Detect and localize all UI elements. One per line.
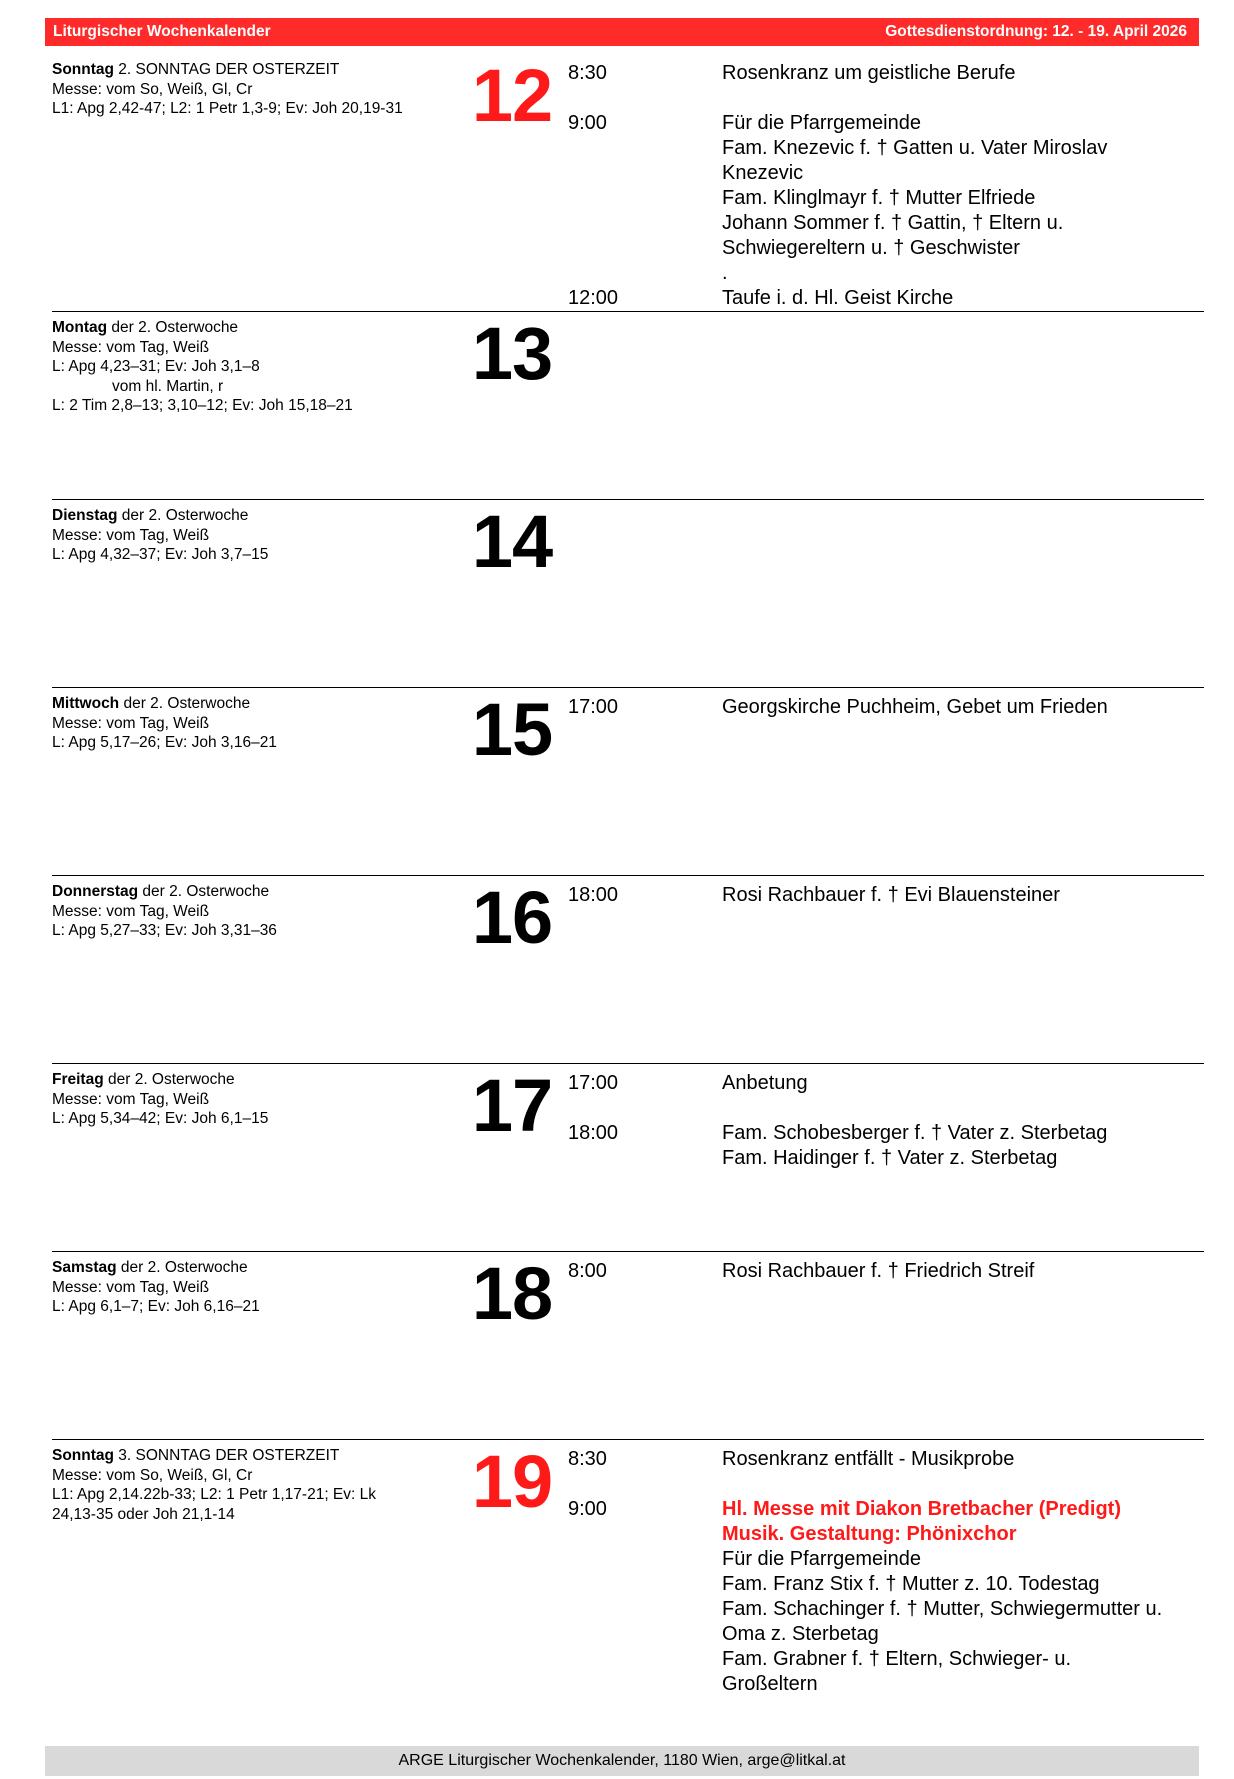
event (568, 1259, 1204, 1284)
event-time: 8:30 (568, 1448, 607, 1470)
memorial: vom hl. Martin, r (112, 377, 224, 395)
event-text: Anbetung (722, 1072, 808, 1094)
day-number: 12 (471, 54, 553, 137)
readings: L: Apg 5,34–42; Ev: Joh 6,1–15 (52, 1110, 269, 1127)
event-highlight: Musik. Gestaltung: Phönixchor (722, 1523, 1017, 1545)
liturgical-day: 3. SONNTAG DER OSTERZEIT (114, 1447, 340, 1464)
liturgical-day: der 2. Osterwoche (116, 1259, 248, 1276)
liturgical-day: der 2. Osterwoche (103, 1071, 235, 1088)
liturgical-day: der 2. Osterwoche (107, 319, 239, 336)
event-time: 18:00 (568, 1122, 619, 1144)
weekday: Dienstag (52, 507, 118, 524)
liturgy-info (52, 694, 452, 753)
event-list (568, 883, 1204, 908)
event-text: . (722, 262, 728, 284)
liturgical-day: der 2. Osterwoche (138, 883, 270, 900)
readings: L: Apg 5,17–26; Ev: Joh 3,16–21 (52, 734, 277, 751)
header-title: Liturgischer Wochenkalender (53, 23, 271, 40)
day-block-18 (52, 1251, 1204, 1439)
day-block-19 (52, 1439, 1204, 1699)
readings: L1: Apg 2,14.22b-33; L2: 1 Petr 1,17-21; Ev: Lk (52, 1486, 377, 1503)
event-list (568, 695, 1204, 720)
event-time: 17:00 (568, 696, 619, 718)
event-text: Fam. Grabner f. † Eltern, Schwieger- u. (722, 1648, 1072, 1670)
weekday: Freitag (52, 1071, 104, 1088)
event-text: Johann Sommer f. † Gattin, † Eltern u. (722, 212, 1064, 234)
day-block-16 (52, 875, 1204, 1063)
day-block-14 (52, 499, 1204, 687)
event-text: Taufe i. d. Hl. Geist Kirche (722, 287, 954, 309)
weekday: Sonntag (52, 61, 114, 78)
day-title (52, 1070, 452, 1090)
liturgy-info (52, 318, 452, 416)
liturgical-day: der 2. Osterwoche (119, 695, 251, 712)
mass-info: Messe: vom So, Weiß, Gl, Cr (52, 80, 253, 98)
day-number: 17 (471, 1064, 553, 1147)
day-number: 13 (471, 312, 553, 395)
header-date-range: Gottesdienstordnung: 12. - 19. April 2026 (885, 23, 1187, 40)
event-text: Für die Pfarrgemeinde (722, 112, 921, 134)
event (568, 1447, 1204, 1472)
event-text: Fam. Knezevic f. † Gatten u. Vater Miroslav (722, 137, 1108, 159)
event-text: Rosenkranz entfällt - Musikprobe (722, 1448, 1015, 1470)
event (568, 1497, 1204, 1697)
event-time: 12:00 (568, 287, 619, 309)
event (568, 286, 1204, 311)
event-time: 9:00 (568, 112, 607, 134)
day-number: 15 (471, 688, 553, 771)
event-time: 9:00 (568, 1498, 607, 1520)
event-text: Knezevic (722, 162, 804, 184)
readings: L: Apg 6,1–7; Ev: Joh 6,16–21 (52, 1298, 260, 1315)
readings-cont: 24,13-35 oder Joh 21,1-14 (52, 1505, 235, 1523)
day-title (52, 1258, 452, 1278)
day-block-17 (52, 1063, 1204, 1251)
event-list (568, 1447, 1204, 1697)
event-text: Fam. Schachinger f. † Mutter, Schwiegermutter u. (722, 1598, 1163, 1620)
liturgy-info (52, 1258, 452, 1317)
liturgy-info (52, 882, 452, 941)
day-title (52, 882, 452, 902)
readings: L: Apg 4,23–31; Ev: Joh 3,1–8 (52, 358, 260, 375)
weekday: Sonntag (52, 1447, 114, 1464)
event (568, 1121, 1204, 1171)
event-text: Fam. Klinglmayr f. † Mutter Elfriede (722, 187, 1036, 209)
footer-text: ARGE Liturgischer Wochenkalender, 1180 Wien, arge@litkal.at (398, 1752, 846, 1769)
mass-info: Messe: vom Tag, Weiß (52, 902, 210, 920)
day-block-15 (52, 687, 1204, 875)
event-time: 8:30 (568, 62, 607, 84)
event (568, 695, 1204, 720)
liturgy-info (52, 1446, 452, 1524)
liturgy-info (52, 506, 452, 565)
event-text: Fam. Haidinger f. † Vater z. Sterbetag (722, 1147, 1058, 1169)
event-text: Für die Pfarrgemeinde (722, 1548, 921, 1570)
day-title (52, 694, 452, 714)
event-list (568, 1259, 1204, 1284)
event-list (568, 1071, 1204, 1171)
mass-info: Messe: vom Tag, Weiß (52, 1090, 210, 1108)
weekday: Donnerstag (52, 883, 139, 900)
event-list (568, 61, 1204, 311)
readings: L1: Apg 2,42-47; L2: 1 Petr 1,3-9; Ev: Joh 20,19-31 (52, 100, 403, 117)
event-time: 18:00 (568, 884, 619, 906)
event-text: Fam. Franz Stix f. † Mutter z. 10. Todestag (722, 1573, 1100, 1595)
readings: L: Apg 4,32–37; Ev: Joh 3,7–15 (52, 546, 269, 563)
event-text: Rosi Rachbauer f. † Friedrich Streif (722, 1260, 1035, 1282)
event (568, 1071, 1204, 1096)
readings-alt: L: 2 Tim 2,8–13; 3,10–12; Ev: Joh 15,18–21 (52, 397, 353, 414)
event-time: 8:00 (568, 1260, 607, 1282)
liturgy-info (52, 60, 452, 119)
event-text: Großeltern (722, 1673, 818, 1695)
event-time: 17:00 (568, 1072, 619, 1094)
event-text: Rosenkranz um geistliche Berufe (722, 62, 1016, 84)
event-text: Schwiegereltern u. † Geschwister (722, 237, 1020, 259)
mass-info: Messe: vom So, Weiß, Gl, Cr (52, 1466, 253, 1484)
event-highlight: Hl. Messe mit Diakon Bretbacher (Predigt) (722, 1498, 1121, 1520)
liturgy-info (52, 1070, 452, 1129)
event-text: Georgskirche Puchheim, Gebet um Frieden (722, 696, 1108, 718)
mass-info: Messe: vom Tag, Weiß (52, 1278, 210, 1296)
event (568, 111, 1204, 286)
day-number: 18 (471, 1252, 553, 1335)
event-text: Oma z. Sterbetag (722, 1623, 879, 1645)
event (568, 883, 1204, 908)
calendar-header (45, 18, 1199, 46)
weekday: Mittwoch (52, 695, 120, 712)
readings: L: Apg 5,27–33; Ev: Joh 3,31–36 (52, 922, 277, 939)
day-title (52, 60, 452, 80)
footer (45, 1746, 1199, 1776)
day-title (52, 1446, 452, 1466)
mass-info: Messe: vom Tag, Weiß (52, 338, 210, 356)
day-number: 19 (471, 1440, 553, 1523)
liturgical-day: der 2. Osterwoche (117, 507, 249, 524)
weekday: Samstag (52, 1259, 117, 1276)
day-block-13 (52, 311, 1204, 499)
event (568, 61, 1204, 86)
day-title (52, 318, 452, 338)
day-number: 14 (471, 500, 553, 583)
event-text: Rosi Rachbauer f. † Evi Blauensteiner (722, 884, 1060, 906)
event-text: Fam. Schobesberger f. † Vater z. Sterbetag (722, 1122, 1108, 1144)
day-title (52, 506, 452, 526)
mass-info: Messe: vom Tag, Weiß (52, 714, 210, 732)
day-number: 16 (471, 876, 553, 959)
day-block-12 (52, 54, 1204, 309)
liturgical-day: 2. SONNTAG DER OSTERZEIT (114, 61, 340, 78)
mass-info: Messe: vom Tag, Weiß (52, 526, 210, 544)
weekday: Montag (52, 319, 108, 336)
